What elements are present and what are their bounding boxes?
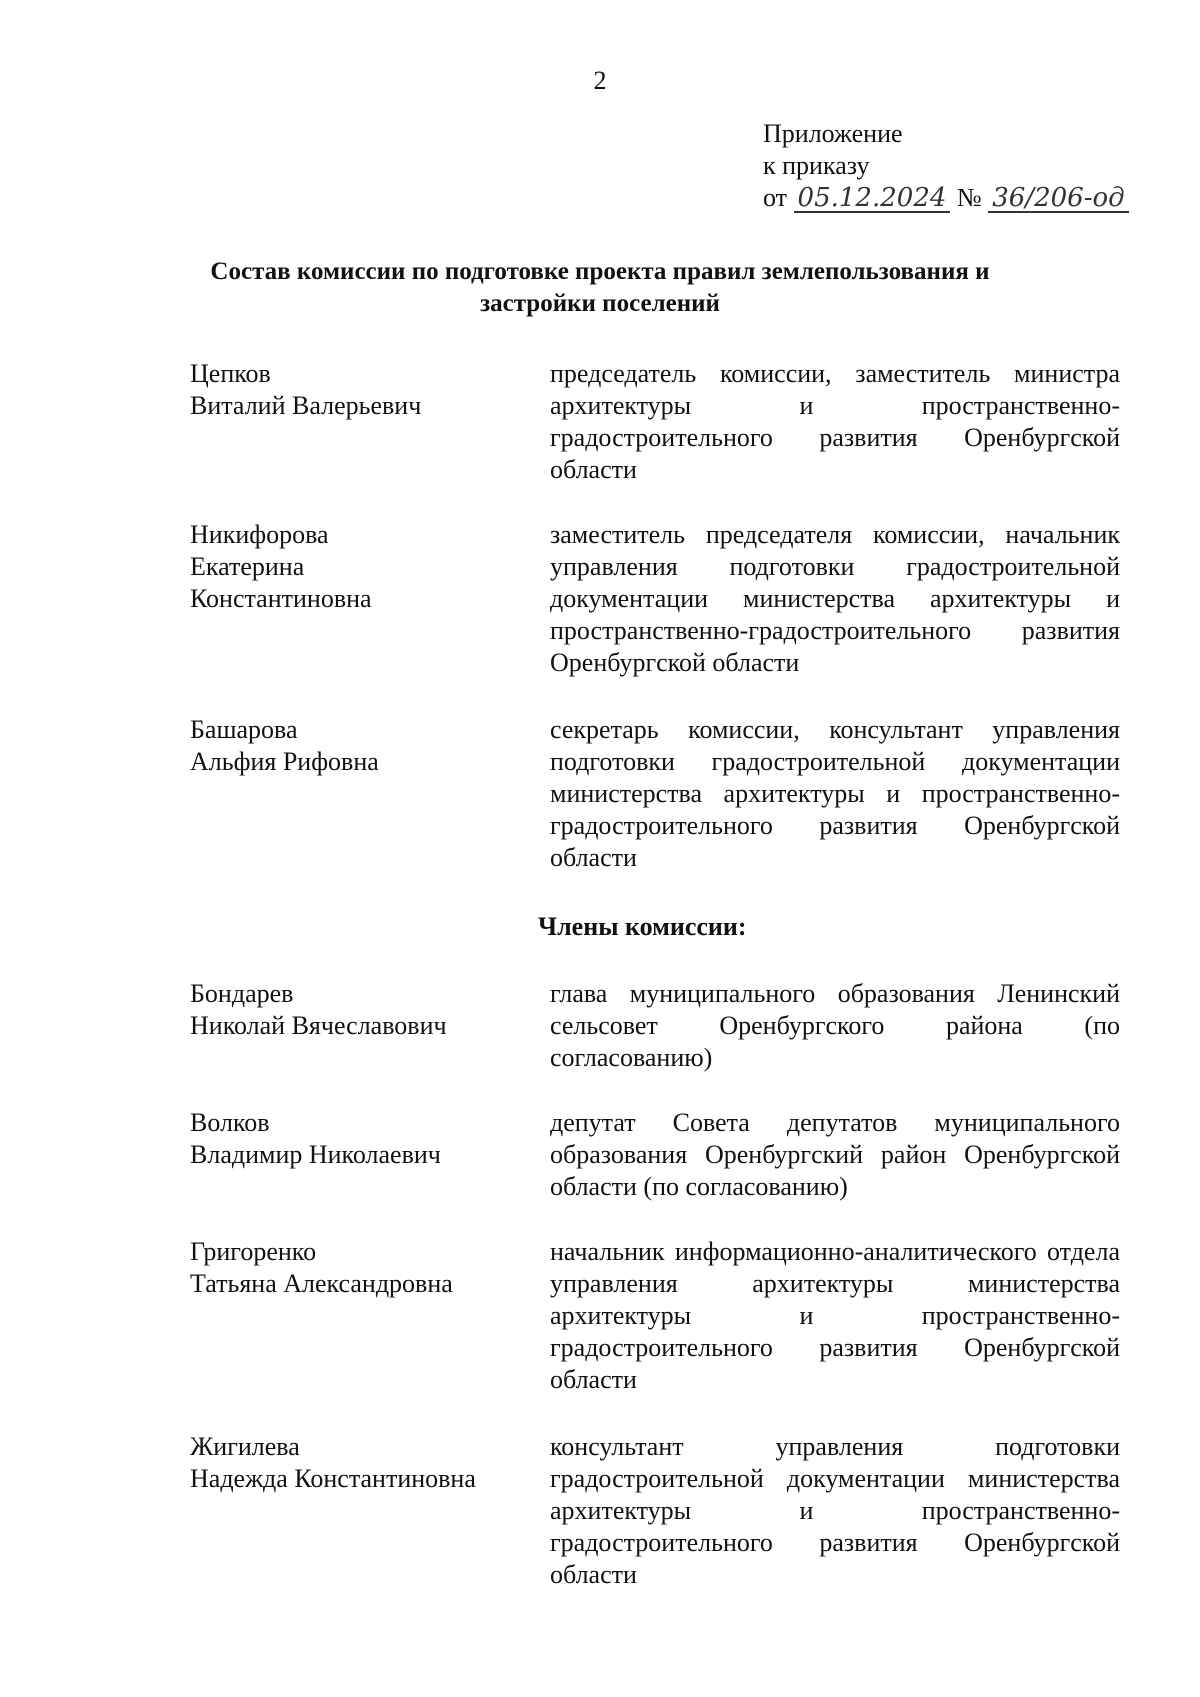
- person-name: [190, 1107, 520, 1171]
- person-name: [190, 1236, 520, 1300]
- person-surname: Бондарев: [190, 979, 294, 1008]
- person-role: секретарь комиссии, консультант управления подготовки градостроительной документации министерства архитектуры и пространственно-градостроительного развития Оренбургской области: [550, 715, 1120, 872]
- person-given-name: Альфия Рифовна: [190, 747, 379, 776]
- members-heading: Члены комиссии:: [538, 912, 747, 941]
- appendix-date-prefix: от: [763, 183, 788, 212]
- person-role: начальник информационно-аналитического отдела управления архитектуры министерства архитектуры и пространственно-градостроительного развития Оренбургской области: [550, 1237, 1120, 1394]
- person-given-name: Надежда Константиновна: [190, 1464, 476, 1493]
- person-role: глава муниципального образования Ленинский сельсовет Оренбургского района (по согласованию): [550, 979, 1120, 1072]
- person-given-name: Татьяна Александровна: [190, 1269, 453, 1298]
- person-surname: Жигилева: [190, 1432, 300, 1461]
- document-title: Состав комиссии по подготовке проекта правил землепользования и застройки поселений: [210, 258, 990, 317]
- person-given-name: Виталий Валерьевич: [190, 391, 422, 420]
- person-role: консультант управления подготовки градостроительной документации министерства архитектуры и пространственно-градостроительного развития Оренбургской области: [550, 1432, 1120, 1589]
- person-name: [190, 1431, 520, 1495]
- person-role: заместитель председателя комиссии, начальник управления подготовки градостроительной документации министерства архитектуры и пространственно-градостроительного развития Оренбургской области: [550, 520, 1120, 677]
- person-patronymic: Константиновна: [190, 584, 372, 613]
- person-surname: Волков: [190, 1108, 270, 1137]
- appendix-block: [763, 118, 1183, 214]
- handwritten-date: 05.12.2024: [794, 185, 951, 213]
- handwritten-number: 36/206-од: [988, 185, 1128, 213]
- appendix-order-label: к приказу: [763, 151, 870, 180]
- person-name: [190, 358, 520, 422]
- person-role: депутат Совета депутатов муниципального образования Оренбургский район Оренбургской области (по согласованию): [550, 1108, 1120, 1201]
- person-surname: Башарова: [190, 715, 298, 744]
- person-surname: Цепков: [190, 359, 271, 388]
- person-name: [190, 519, 520, 615]
- appendix-date-line: [763, 182, 1183, 214]
- person-given-name: Николай Вячеславович: [190, 1011, 447, 1040]
- person-name: [190, 714, 520, 778]
- appendix-label: Приложение: [763, 119, 903, 148]
- person-given-name: Екатерина: [190, 552, 305, 581]
- person-name: [190, 978, 520, 1042]
- person-surname: Григоренко: [190, 1237, 317, 1266]
- person-role: председатель комиссии, заместитель министра архитектуры и пространственно-градостроительного развития Оренбургской области: [550, 359, 1120, 484]
- page-number: 2: [593, 66, 607, 95]
- appendix-number-sign: №: [956, 183, 982, 212]
- person-given-name: Владимир Николаевич: [190, 1140, 441, 1169]
- person-surname: Никифорова: [190, 520, 329, 549]
